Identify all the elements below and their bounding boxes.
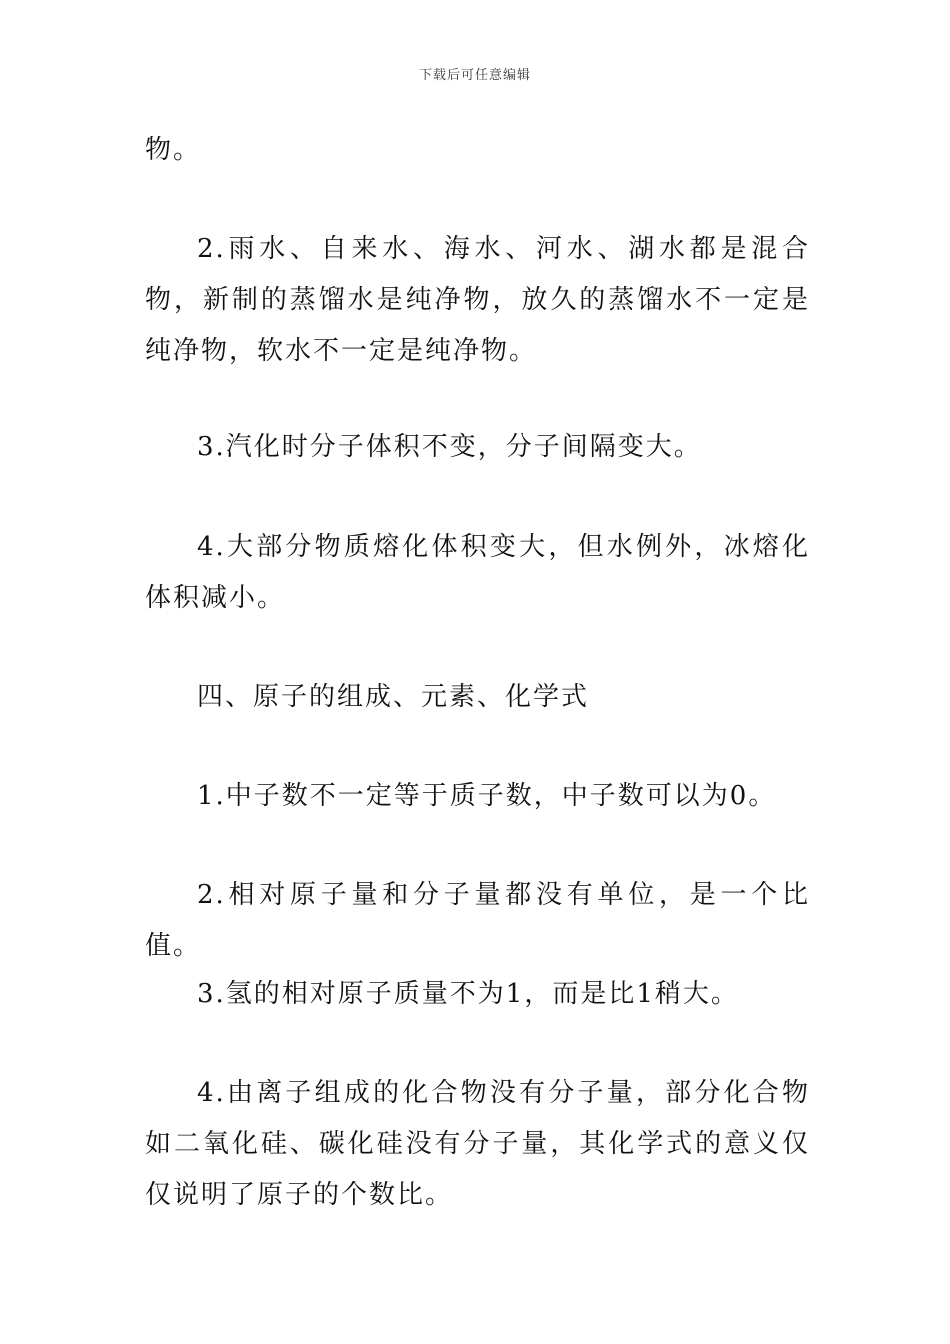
paragraph-water-mixtures: 2.雨水、自来水、海水、河水、湖水都是混合物，新制的蒸馏水是纯净物，放久的蒸馏水不一定是纯净物，软水不一定是纯净物。	[145, 234, 810, 366]
paragraph-continuation: 物。	[145, 135, 202, 165]
paragraph-melting: 4.大部分物质熔化体积变大，但水例外，冰熔化体积减小。	[145, 532, 810, 613]
paragraph-hydrogen-mass: 3.氢的相对原子质量不为1，而是比1稍大。	[197, 979, 739, 1009]
paragraph-ionic-compounds: 4.由离子组成的化合物没有分子量，部分化合物如二氧化硅、碳化硅没有分子量，其化学式的意义仅仅说明了原子的个数比。	[145, 1078, 810, 1210]
page-header: 下载后可任意编辑	[418, 68, 531, 83]
paragraph-neutrons: 1.中子数不一定等于质子数，中子数可以为0。	[197, 781, 777, 811]
section-heading-atoms: 四、原子的组成、元素、化学式	[197, 682, 590, 712]
paragraph-vaporization: 3.汽化时分子体积不变，分子间隔变大。	[197, 432, 702, 462]
paragraph-relative-mass: 2.相对原子量和分子量都没有单位，是一个比值。	[145, 880, 810, 961]
